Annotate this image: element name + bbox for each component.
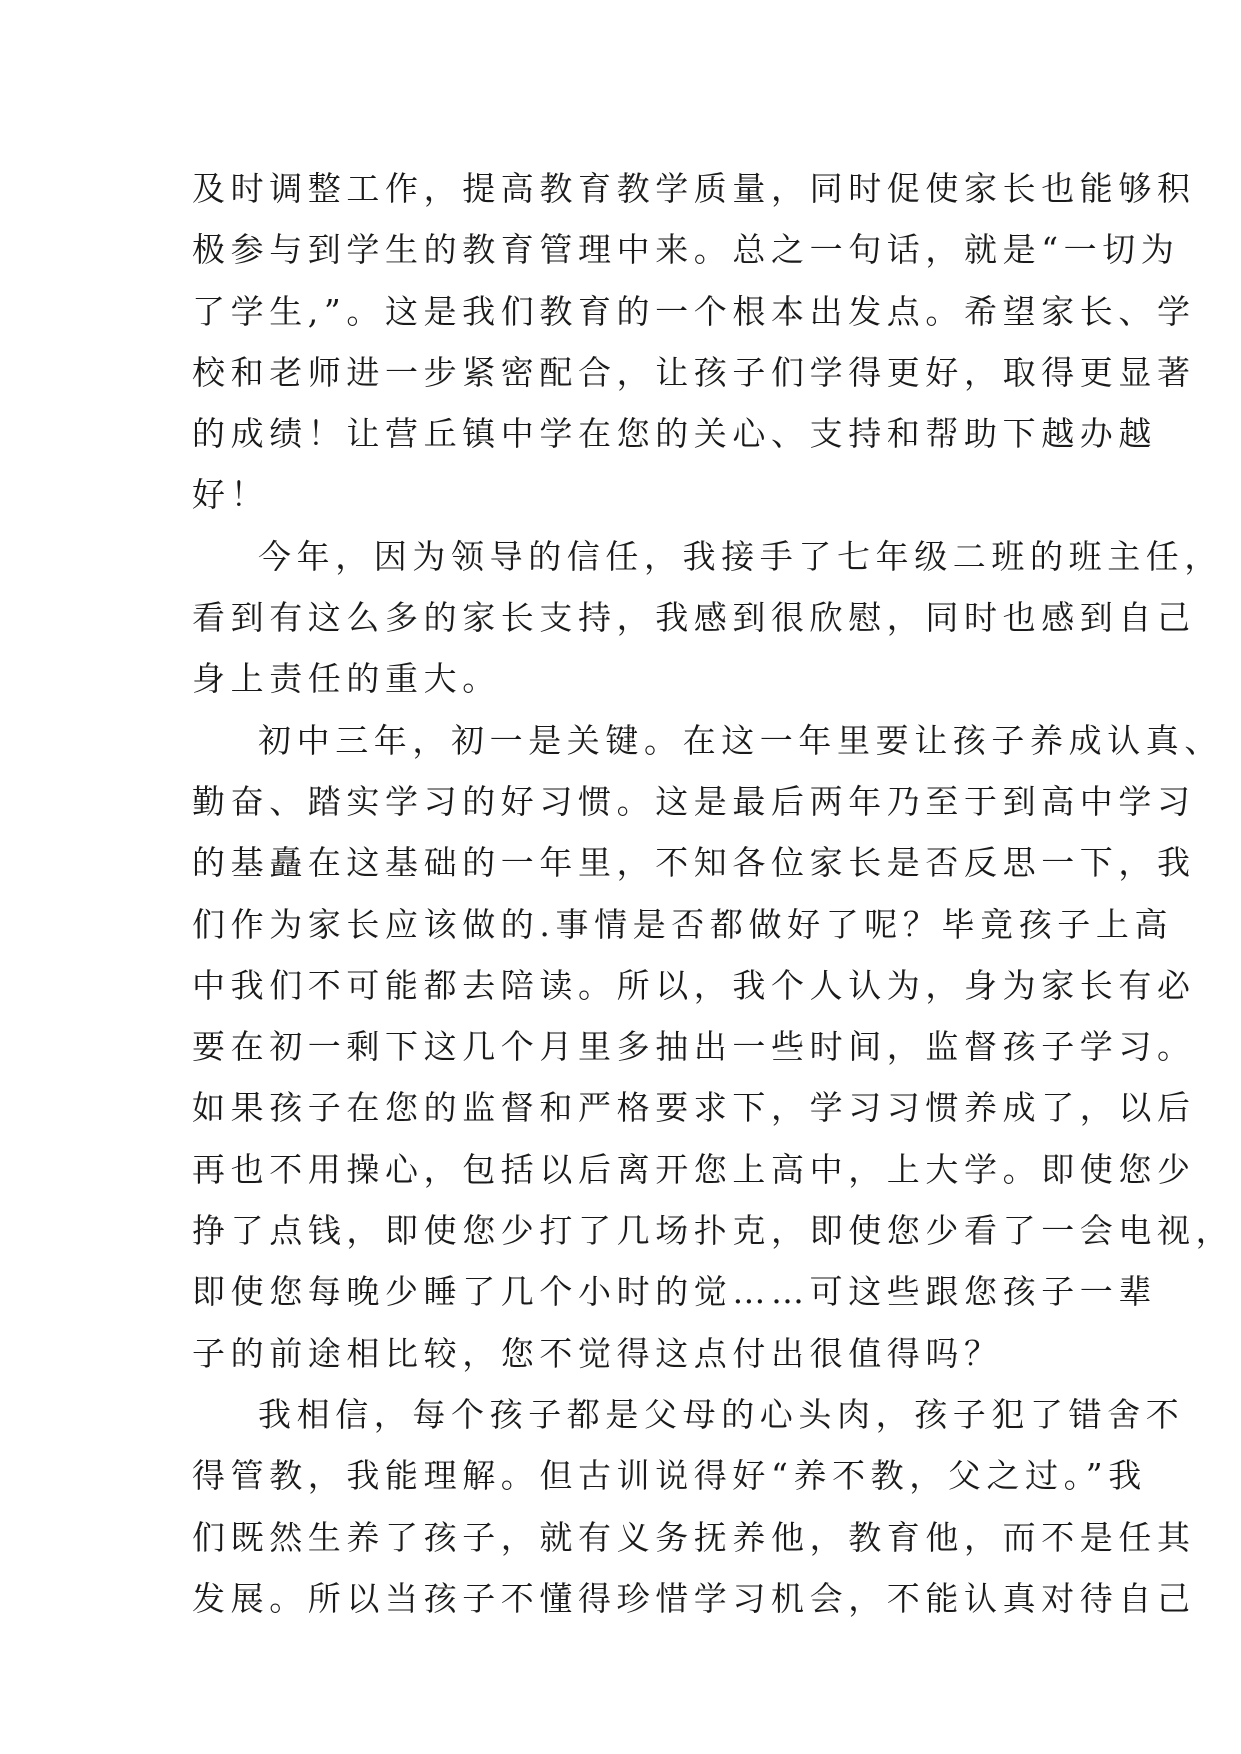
text-line: 身上责任的重大。	[192, 659, 501, 699]
text-line: 看到有这么多的家长支持，我感到很欣慰，同时也感到自己	[192, 598, 1196, 638]
text-line: 要在初一剩下这几个月里多抽出一些时间，监督孩子学习。	[192, 1027, 1196, 1067]
text-line: 再也不用操心，包括以后离开您上高中，上大学。即使您少	[192, 1149, 1196, 1189]
text-line: 的成绩！让营丘镇中学在您的关心、支持和帮助下越办越	[192, 414, 1157, 454]
text-line: 及时调整工作，提高教育教学质量，同时促使家长也能够积	[192, 169, 1196, 208]
paragraph-first-line: 我相信，每个孩子都是父母的心头肉，孩子犯了错舍不	[258, 1394, 1185, 1434]
body-text	[192, 158, 1235, 1629]
text-line: 们作为家长应该做的.事情是否都做好了呢？毕竟孩子上高	[192, 904, 1174, 944]
text-line: 挣了点钱，即使您少打了几场扑克，即使您少看了一会电视，	[192, 1211, 1235, 1251]
paragraph-first-line: 今年，因为领导的信任，我接手了七年级二班的班主任，	[258, 536, 1223, 576]
text-line: 如果孩子在您的监督和严格要求下，学习习惯养成了，以后	[192, 1088, 1196, 1128]
text-line: 子的前途相比较，您不觉得这点付出很值得吗？	[192, 1333, 1003, 1373]
text-line: 了学生,”。这是我们教育的一个根本出发点。希望家长、学	[192, 291, 1196, 331]
text-line: 好！	[192, 475, 270, 515]
text-line: 极参与到学生的教育管理中来。总之一句话，就是“一切为	[192, 230, 1180, 270]
text-line: 校和老师进一步紧密配合，让孩子们学得更好，取得更显著	[192, 352, 1196, 392]
text-line: 中我们不可能都去陪读。所以，我个人认为，身为家长有必	[192, 965, 1196, 1005]
paragraph-first-line: 初中三年，初一是关键。在这一年里要让孩子养成认真、	[258, 720, 1223, 760]
text-line: 得管教，我能理解。但古训说得好“养不教，父之过。”我	[192, 1456, 1147, 1496]
text-line: 即使您每晚少睡了几个小时的觉……可这些跟您孩子一辈	[192, 1272, 1157, 1312]
text-line: 的基矗在这基础的一年里，不知各位家长是否反思一下，我	[192, 843, 1196, 883]
text-line: 们既然生养了孩子，就有义务抚养他，教育他，而不是任其	[192, 1517, 1196, 1557]
text-line: 勤奋、踏实学习的好习惯。这是最后两年乃至于到高中学习	[192, 781, 1196, 821]
text-line: 发展。所以当孩子不懂得珍惜学习机会，不能认真对待自己	[192, 1578, 1196, 1618]
